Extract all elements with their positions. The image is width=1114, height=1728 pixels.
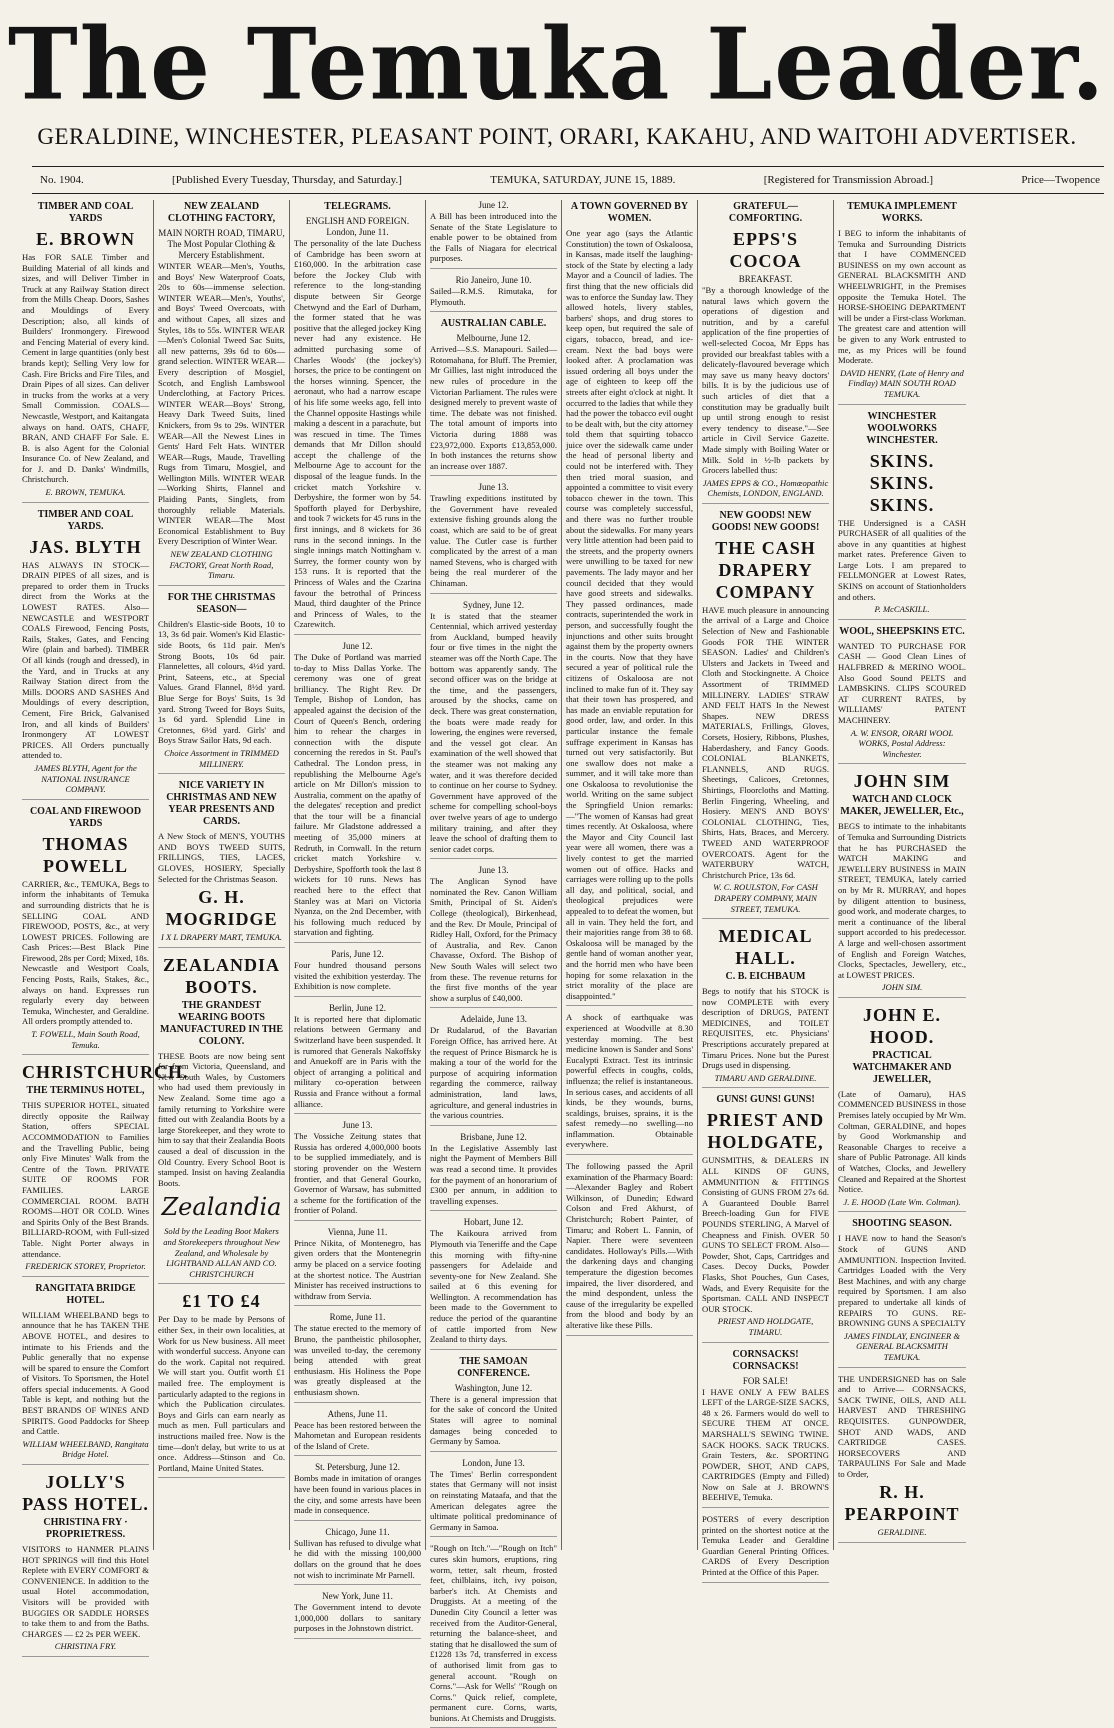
article-body: There is a general impression that for the sake of concord the United States will agree to nominal damages being conceded to Germany by Samoa. bbox=[430, 1393, 557, 1447]
article-heading: COAL AND FIREWOOD YARDS bbox=[29, 805, 142, 829]
display-heading: ZEALANDIA BOOTS. bbox=[162, 954, 281, 997]
dateline-sub: London, June 13. bbox=[462, 1457, 525, 1468]
article-heading: NICE VARIETY IN CHRISTMAS AND NEW YEAR PRESENTS AND CARDS. bbox=[166, 780, 277, 828]
signature: J. E. HOOD (Late Wm. Coltman). bbox=[843, 1196, 961, 1207]
article-body: POSTERS of every description printed on the shortest notice at the Temuka Leader and Geraldine Guardian General Printing Offices. CARDS of Every Description Printed at the Office of this Paper. bbox=[702, 1514, 829, 1578]
display-heading: EPPS'S COCOA bbox=[729, 229, 802, 271]
article-block bbox=[702, 510, 829, 919]
dateline-sub: Washington, June 12. bbox=[454, 1382, 533, 1393]
article-heading: PRACTICAL WATCHMAKER AND JEWELLER, bbox=[852, 1049, 952, 1085]
article-block bbox=[430, 1356, 557, 1452]
article-block bbox=[158, 954, 285, 1285]
dateline-sub: BREAKFAST. bbox=[738, 274, 793, 284]
article-block bbox=[430, 1543, 557, 1728]
article-body: Sullivan has refused to divulge what he did with the missing 100,000 dollars on the ground that he does not wish to incriminate Mr Parnell. bbox=[294, 1537, 421, 1580]
article-body: HAVE much pleasure in announcing the arrival of a Large and Choice Selection of New and Fashionable Goods FOR THE WINTER SEASON. Ladies' and Children's Ulsters and Jackets in Tweed and Cloth and Stockingnette. A Choice Assortment of TRIMMED MILLINERY. LADIES' STRAW AND FELT HATS In the Newest Shapes. NEW DRESS MATERIALS, Frillings, Gloves, Corsets, Hosiery, Ribbons, Plushes, Haberdashery, and Fancy Goods. COLONIAL BLANKETS, FLANNELS, AND RUGS. Sheetings, Calicoes, Cretonnes, Shirtings, Floorcloths and Matting. Berlin Fingering, Wheeling, and Hosiery. MEN'S AND BOYS' COLONIAL CLOTHING, Ties, Shirts, Hats, Braces, and Mercery. TWEED AND WATERPROOF OVERCOATS. Agent for the WATERBURY WATCH, Christchurch Price, 13s 6d. bbox=[702, 604, 829, 880]
article-block bbox=[294, 1591, 421, 1639]
article-heading: THE GRANDEST WEARING BOOTS MANUFACTURED IN THE COLONY. bbox=[160, 999, 283, 1047]
article-block bbox=[22, 1061, 189, 1277]
columns bbox=[18, 200, 1106, 1723]
article-heading: THE TERMINUS HOTEL, bbox=[26, 1085, 145, 1097]
article-block bbox=[294, 1409, 421, 1457]
signature: T. FOWELL, Main South Road, Temuka. bbox=[31, 1029, 140, 1050]
signature: PRIEST AND HOLDGATE, TIMARU. bbox=[717, 1316, 814, 1337]
article-block bbox=[566, 1012, 693, 1155]
signature: JOHN SIM. bbox=[881, 982, 923, 993]
dateline-sub: Hobart, June 12. bbox=[463, 1217, 524, 1228]
dateline-sub: June 13. bbox=[342, 1120, 373, 1131]
article-heading: FOR THE CHRISTMAS SEASON— bbox=[167, 591, 276, 615]
article-block bbox=[430, 865, 557, 1008]
article-body: HAS ALWAYS IN STOCK— DRAIN PIPES of all sizes, and is prepared to order them in Trucks direct from the Works at the LOWEST RATES. Also— NEWCASTLE and WESTPORT COALS Firewood, Fencing Posts, Rails, Stakes, Gates, and Fencing Wire (plain and barbed). TIMBER Of all kinds (rough and dressed), in the Yard, and in Trucks at any Railway Station direct from the Mills. DOORS AND SASHES And Mouldings of every description, Cement, Fire Brick, Galvanised Iron, and all kinds of Builders' Ironmongery AT LOWEST PRICES. All Orders punctually attended to. bbox=[22, 559, 149, 761]
brand-logo: Zealandia bbox=[161, 1193, 282, 1222]
display-heading: CHRISTCHURCH. bbox=[22, 1062, 189, 1083]
issue-number: No. 1904. bbox=[40, 174, 84, 186]
article-body: The following passed the April examination of the Pharmacy Board:—Alexander Bagley and Robert Wilkinson, of Dunedin; Edward Colson and Fred Akhurst, of Christchurch; Robert Painter, of Timaru; and Robert L. Fannin, of Napier. There were seventeen candidates. Holloway's Pills.—With the darkening days and changing temperature the digestion becomes impaired, the liver disordered, and the mind despondent, unless the cause of the irregularity be expelled from the blood and body by an alterative like these Pills. bbox=[566, 1161, 693, 1330]
signature: TIMARU AND GERALDINE. bbox=[714, 1072, 817, 1083]
article-body: A Bill has been introduced into the Senate of the State Legislature to enable power to be obtained from the Falls of Niagara for electrical purposes. bbox=[430, 211, 557, 264]
article-body: Children's Elastic-side Boots, 10 to 13, 3s 6d pair. Women's Kid Elastic-side Boots, 6s 11d pair. Men's Strong Boots, 10s 6d pair. Flannelettes, all colours, 4½d yard. Print, Sateens, etc., at Special Values. Grand Flannel, 8½d yard. Blue Serge for Boys' Suits, 1s 3d yard. Strong Tweed for Boys Suits, 1s 6d yard. Splendid Line in Cretonnes, 6½d yard. Girls' and Boys Straw Sailor Hats, 9d each. bbox=[158, 618, 285, 746]
article-block bbox=[22, 509, 149, 800]
registration-note: [Registered for Transmission Abroad.] bbox=[763, 174, 933, 186]
article-block bbox=[22, 1471, 149, 1657]
dateline-sub: Brisbane, June 12. bbox=[460, 1131, 527, 1142]
article-heading: THE SAMOAN CONFERENCE. bbox=[457, 1355, 530, 1379]
dateline-sub: Chicago, June 11. bbox=[325, 1526, 390, 1537]
dateline-sub: MAIN NORTH ROAD, TIMARU, The Most Popular Clothing & Mercery Establishment. bbox=[158, 228, 285, 260]
column-4 bbox=[426, 200, 562, 1723]
article-body: The Government intend to devote 1,000,000 dollars to sanitary purposes in the Johnstown district. bbox=[294, 1602, 421, 1634]
article-body: Peace has been restored between the Mahometan and European residents of the Island of Crete. bbox=[294, 1419, 421, 1451]
signature: GERALDINE. bbox=[877, 1527, 927, 1538]
display-heading: R. H. PEARPOINT bbox=[844, 1482, 960, 1525]
issue-date: TEMUKA, SATURDAY, JUNE 15, 1889. bbox=[490, 174, 676, 186]
display-heading: E. BROWN bbox=[35, 229, 135, 249]
article-heading: WOOL, SHEEPSKINS ETC. bbox=[839, 625, 965, 637]
article-body: THE Undersigned is a CASH PURCHASER of all qualities of the above in any quantities at highest market rates. Preference Given to Large Lots. I am prepared to FELLMONGER at Lowest Rates, SKINS on account of Stationholders and others. bbox=[838, 517, 966, 602]
display-heading: THOMAS POWELL bbox=[42, 833, 129, 876]
article-body: A New Stock of MEN'S, YOUTHS AND BOYS TWEED SUITS, FRILLINGS, TIES, LACES, GLOVES, HOSIERY, Specially Selected for the Christmas Season. bbox=[158, 831, 285, 884]
article-body: BEGS to intimate to the inhabitants of Temuka and Surrounding Districts that he has PURCHASED the WATCH MAKING and JEWELLERY BUSINESS in MAIN STREET, TEMUKA, lately carried on by Mr R. MURRAY, and hopes by diligent attention to business, good work, and moderate charges, to merit a continuance of the liberal support accorded to his predecessor. A large and well-chosen assortment of English and Foreign Watches, Clocks, Spectacles, Jewellery, etc., at LOWEST PRICES. bbox=[838, 821, 966, 980]
article-block bbox=[294, 1312, 421, 1402]
article-block bbox=[838, 201, 966, 405]
signature: A. W. ENSOR, ORARI WOOL WORKS, Postal Address: Winchester. bbox=[850, 727, 954, 759]
article-block bbox=[838, 770, 966, 998]
column-1 bbox=[18, 200, 189, 1652]
article-block bbox=[702, 1094, 829, 1342]
article-block bbox=[158, 201, 285, 586]
column-5 bbox=[562, 200, 698, 1550]
article-block bbox=[294, 1462, 421, 1520]
dateline-sub: Sydney, June 12. bbox=[463, 599, 524, 610]
article-block bbox=[702, 201, 829, 504]
dateline bbox=[40, 172, 1100, 188]
display-heading: £1 TO £4 bbox=[182, 1291, 261, 1312]
article-body: Dr Rudalarud, of the Bavarian Foreign Office, has arrived here. At the request of Prince Bismarck he is making a tour of the world for the purpose of acquiring information regarding the commerce, railway administration, land laws, agriculture, and general industries in the various countries. bbox=[430, 1025, 557, 1121]
article-block bbox=[158, 780, 285, 948]
dateline-sub: June 12. bbox=[342, 640, 373, 651]
display-heading: JAS. BLYTH bbox=[29, 536, 142, 557]
article-block bbox=[838, 1004, 966, 1213]
article-heading: CHRISTINA FRY · PROPRIETRESS. bbox=[43, 1517, 128, 1541]
signature: Sold by the Leading Boot Makers and Storekeepers throughout New Zealand, and Wholesale by LIGHTBAND ALLAN AND CO. CHRISTCHURCH bbox=[163, 1226, 280, 1279]
article-body: The Vossiche Zeitung states that Russia has ordered 4,000,000 boots to be supplied immediately, and is storing provender on the Western frontier, and that General Gourko, Governor of Warsaw, has submitted a scheme for the fortification of the frontier of Poland. bbox=[294, 1131, 421, 1216]
dateline-sub: Adelaide, June 13. bbox=[460, 1014, 527, 1025]
newspaper-subtitle: GERALDINE, WINCHESTER, PLEASANT POINT, ORARI, KAKAHU, AND WAITOHI ADVERTISER. bbox=[37, 124, 1077, 149]
article-heading: WINCHESTER WOOLWORKS WINCHESTER. bbox=[866, 410, 938, 446]
article-block bbox=[430, 482, 557, 593]
article-body: The Times' Berlin correspondent states that Germany will not insist on reinstating Mataafa, and that the American delegates agree the ultimate political predominance of Germany in Samoa. bbox=[430, 1468, 557, 1532]
dateline-sub: Berlin, June 12. bbox=[329, 1002, 386, 1013]
article-block bbox=[430, 1458, 557, 1538]
signature: FREDERICK STOREY, Proprietor. bbox=[25, 1261, 146, 1272]
article-body: THESE Boots are now being sent for from Victoria, Queensland, and New South Wales, by Customers who had used them previously in New Zealand. Some time ago a family returning to Yorkshire were fitted out with Zealandia Boots by a large Storekeeper, and they wrote to him to say that their Zealandia Boots caused a deal of discussion in the Old Country. Every School Boot is stamped. Insist on having Zealandia Boots. bbox=[158, 1050, 285, 1188]
signature: P. McCASKILL. bbox=[874, 604, 930, 615]
article-heading: RANGITATA BRIDGE HOTEL. bbox=[35, 1282, 136, 1306]
article-block bbox=[22, 1283, 149, 1465]
display-heading: SKINS. SKINS. SKINS. bbox=[869, 450, 935, 515]
signature: DAVID HENRY, (Late of Henry and Findlay) MAIN SOUTH ROAD TEMUKA. bbox=[840, 367, 964, 399]
article-block bbox=[838, 626, 966, 765]
display-heading: JOHN E. HOOD. bbox=[862, 1004, 941, 1047]
article-body: GUNSMITHS, & DEALERS IN ALL KINDS OF GUNS, AMMUNITION & FITTINGS Consisting of GUNS FROM 27s 6d. A Guaranteed Double Barrel Breech-loading Gun for FIVE POUNDS STERLING, A Marvel of Cheapness and Finish. OVER 50 GUNS TO SELECT FROM. Also— Powder, Shot, Caps, Cartridges and Cases. Decoy Ducks, Powder Flasks, Shot Pouches, Gun Cases, Wads, and Every Requisite for the Sportsman. CALL AND INSPECT OUR STOCK. bbox=[702, 1155, 829, 1314]
signature: Choice Assortment in TRIMMED MILLINERY. bbox=[164, 747, 279, 769]
article-body: It is reported here that diplomatic relations between Germany and Switzerland have been suspended. It is rumored that Generals Nakoffsky and Anuekoff are in Paris with the object of arranging a political and military co-operation between Russia and France without a formal alliance. bbox=[294, 1013, 421, 1109]
article-block bbox=[430, 1014, 557, 1125]
article-block bbox=[294, 1227, 421, 1307]
article-body: It is stated that the steamer Centennial, which arrived yesterday from Auckland, bumped heavily four or five times in the night the steamer was off the North Cape. The bottom was apparently sandy. The second officer was on the bridge at the time, and the passengers, aroused by the shocks, came on deck. There was great consternation, the boats were made ready for lowering, the engines were reversed, and the vessel got clear. An examination of the well showed that the steamer was not making any water, and it was therefore decided to continue on her course to Sydney. Government have approved of the scheme for compelling school-boys over twelve years of age to undergo military training, and after they leave the school of drafting them to senior cadet corps. bbox=[430, 610, 557, 854]
article-block bbox=[838, 411, 966, 620]
article-heading: SHOOTING SEASON. bbox=[852, 1218, 952, 1230]
dateline-sub: Vienna, June 11. bbox=[327, 1226, 388, 1237]
article-heading: TEMUKA IMPLEMENT WORKS. bbox=[847, 201, 957, 224]
article-block bbox=[158, 592, 285, 774]
article-block bbox=[702, 1349, 829, 1509]
price: Price—Twopence bbox=[1021, 174, 1100, 186]
article-block bbox=[294, 1527, 421, 1585]
article-body: The statue erected to the memory of Bruno, the pantheistic philosopher, was unveiled to-day, the ceremony being attended with great enthusiasm. His Holiness the Pope was greatly displeased at the enthusiasm shown. bbox=[294, 1323, 421, 1397]
article-body: I HAVE ONLY A FEW BALES LEFT of the LARGE-SIZE SACKS, 48 x 26. Farmers would do well to SECURE THEM AT ONCE. MARSHALL'S SEWING TWINE. SACK HOOKS. SACK TRUCKS. Grain Testers, &c. SPORTING POWDER, SHOT, AND CAPS, CARTRIDGES (Empty and Filled) Now on Sale at J. BROWN'S BEEHIVE, Temuka. bbox=[702, 1386, 829, 1503]
article-block bbox=[294, 201, 421, 635]
article-block bbox=[566, 1161, 693, 1336]
article-heading: NEW ZEALAND CLOTHING FACTORY, bbox=[167, 201, 276, 224]
article-heading: WATCH AND CLOCK MAKER, JEWELLER, Etc., bbox=[840, 794, 964, 818]
article-body: "Rough on Itch."—"Rough on Itch" cures skin humors, eruptions, ring worm, tetter, salt rheum, frosted feet, chilblains, itch, ivy poison, barber's itch. At Chemists and Druggists. At a meeting of the Dunedin City Council a letter was received from the Auditor-General, returning the balance-sheet, and stating that he disallowed the sum of £1228 13s 7d, transferred in excess of authorised limit from gas to general account. "Rough on Corns."—Ask for Wells' "Rough on Corns." Quick relief, complete, permanent cure. Corns, warts, bunions. At Chemists and Druggists. bbox=[430, 1543, 557, 1723]
article-heading: TELEGRAMS. bbox=[324, 201, 391, 212]
article-block bbox=[838, 1374, 966, 1544]
dateline-sub: Rio Janeiro, June 10. bbox=[455, 274, 532, 285]
signature: W. C. ROULSTON, For CASH DRAPERY COMPANY, MAIN STREET, TEMUKA. bbox=[713, 882, 818, 914]
article-heading: GRATEFUL—COMFORTING. bbox=[728, 201, 803, 224]
article-block bbox=[158, 1290, 285, 1478]
signature: NEW ZEALAND CLOTHING FACTORY, Great North Road, Timaru. bbox=[169, 549, 274, 581]
column-3 bbox=[290, 200, 426, 1634]
column-7 bbox=[834, 200, 970, 1550]
article-block bbox=[294, 949, 421, 997]
article-body: WINTER WEAR—Men's, Youths, and Boys' New Waterproof Coats, 20s to 60s—immense selection. WINTER WEAR—Men's, Youths', and Boys' Tweed Overcoats, with and without Capes, all sizes and Styles, 18s to 55s. WINTER WEAR—Men's Colonial Tweed Sac Suits, all new patterns, 39s 6d to 60s—grand selection. WINTER WEAR—Every description of Mosgiel, Scotch, and English Lambswool Underclothing, at Factory Prices. WINTER WEAR—Boys' Strong, Heavy Dark Tweed Suits, lined Knickers, from 9s to 29s. WINTER WEAR—All the Newest Lines in Gents' Hard Felt Hats. WINTER WEAR—Rugs, Maude, Travelling Rugs from Timaru, Mosgiel, and Wellington Mills. WINTER WEAR—Working Shirts, Flannel and Plaiding Pants, Singlets, from thoroughly reliable Materials. WINTER WEAR—The Most Economical Establishment to Buy Every Description of Winter Wear. bbox=[158, 261, 285, 547]
article-block bbox=[430, 275, 557, 312]
article-body: Prince Nikita, of Montenegro, has given orders that the Montenegrin army be placed on a service footing at the shortest notice. The Austrian Minister has received instructions to withdraw from Servia. bbox=[294, 1237, 421, 1301]
article-block bbox=[294, 641, 421, 943]
article-block bbox=[430, 318, 557, 476]
article-body: WILLIAM WHEELBAND begs to announce that he has TAKEN THE ABOVE HOTEL, and desires to intimate to his Friends and the Public generally that no expense will be spared to ensure the Comfort of Visitors. To Sportsmen, the Hotel offers special inducements. A Good Table is kept, and nothing but the BEST BRANDS OF WINES AND SPIRITS. Good Paddocks for Sheep and Cattle. bbox=[22, 1309, 149, 1437]
article-body: Four hundred thousand persons visited the exhibition yesterday. The Exhibition is now complete. bbox=[294, 960, 421, 992]
dateline-sub: June 13. bbox=[478, 865, 509, 876]
dateline-sub: St. Petersburg, June 12. bbox=[315, 1462, 400, 1473]
publication-schedule: [Published Every Tuesday, Thursday, and Saturday.] bbox=[172, 174, 402, 186]
article-block bbox=[430, 200, 557, 269]
signature: JAMES EPPS & CO., Homœopathic Chemists, LONDON, ENGLAND. bbox=[702, 477, 829, 499]
article-body: "By a thorough knowledge of the natural laws which govern the operations of digestion and nutrition, and by a careful application of the fine properties of well-selected Cocoa, Mr Epps has provided our breakfast tables with a delicately-flavoured beverage which may save us many heavy doctors' bills. It is by the judicious use of such articles of diet that a constitution may be gradually built up until strong enough to resist every tendency to disease."—See article in Civil Service Gazette. Made simply with Boiling Water or Milk. Sold in ½-lb packets by Grocers labelled thus: bbox=[702, 285, 829, 476]
article-heading: GUNS! GUNS! GUNS! bbox=[716, 1094, 815, 1106]
article-block bbox=[838, 1218, 966, 1367]
article-heading: CORNSACKS! CORNSACKS! bbox=[732, 1348, 799, 1372]
article-body: The Kaikoura arrived from Plymouth via Teneriffe and the Cape this morning with fifty-nine passengers for Adelaide and seventy-one for New Zealand. She sailed at 6 this evening for Wellington. A recommendation has been made to the Government to reduce the period of the quarantine of cattle imported from New Zealand to thirty days. bbox=[430, 1228, 557, 1345]
article-body: WANTED TO PURCHASE FOR CASH — Good Clean Lines of HALFBRED & MERINO WOOL. Also Good Sound PELTS and LAMBSKINS. CLIPS SCOURED AT CURRENT RATES, by WILLIAMS' PATENT MACHINERY. bbox=[838, 640, 966, 725]
article-heading: TIMBER AND COAL YARDS bbox=[37, 201, 134, 224]
column-2 bbox=[154, 200, 290, 1550]
article-block bbox=[702, 1514, 829, 1583]
article-body: The personality of the late Duchess of Cambridge has been sworn at £160,000. In the arbitration case before the Jockey Club with reference to the long-standing dispute between Sir George Chetwynd and the Earl of Durham, the former stated that he was positive that the alleged jockey King never had any existence. He admitted purchasing some of Charles Woods' (the jockey's) horses, the price to be contingent on the horses winning. Spencer, the aeronaut, who had a narrow escape of his life some weeks ago, fell into the Channel opposite Hastings while making a descent in a parachute, but was rescued in time. The Times demands that Mr Dillon should accept the challenge of the Melbourne Age to account for the disposal of the league funds. In the cricket match Yorkshire v. Derbyshire, the former won by 54. Spofforth played for Derbyshire, and took 7 wickets for 45 runs in the first innings, and 8 wickets for 36 runs in the second innings. In the single innings match Nottingham v. Surrey, the former county won by 153 runs. It is reported that the Princess of Wales and the Czarina favour the betrothal of Princess Maud, third daughter of the Prince and Princess of Wales, to the Czarewitch. bbox=[294, 238, 421, 630]
article-body: THE UNDERSIGNED has on Sale and to Arrive— CORNSACKS, SACK TWINE, OILS, AND ALL HARVEST AND THRESHING REQUISITES. GUNPOWDER, SHOT AND WADS, AND CARTRIDGE CASES. HORSECOVERS AND TARPAULINS For Sale and Made to Order, bbox=[838, 1373, 966, 1479]
dateline-sub: June 13. bbox=[478, 482, 509, 493]
article-body: THIS SUPERIOR HOTEL, situated directly opposite the Railway Station, offers SPECIAL ACCOMMODATION to Families and the Travelling Public, being only Five Minutes' Walk from the Centre of the Town. PRIVATE SUITE OF ROOMS FOR FAMILIES. LARGE COMMERCIAL ROOM. BATH ROOMS—HOT OR COLD. Wines and Spirits Only of the Best Brands. BILLIARD-ROOM, with Full-sized Table. Night Porter always in attendance. bbox=[22, 1100, 149, 1259]
article-body: The Duke of Portland was married to-day to Miss Dallas Yorke. The ceremony was one of great brilliancy. The Right Rev. Dr Temple, Bishop of London, has appealed against the decision of the Court of Queen's Bench, ordering him to rehear the charges in connection with the dispute concerning the reredos in St. Paul's Cathedral. The London press, in republishing the Melbourne Age's article on Mr Dillon's mission to Australia, comment on the apathy of the delegates' reception and predict that the tour will be a financial failure. Mr Gladstone addressed a meeting of 35,000 miners at Redruth, in Cornwall. In the return cricket match Yorkshire v. Derbyshire, Spofforth took the last 8 wickets for 10 runs. News has reached here to the effect that Stanley was at Mari on Victoria Nyanza, on the 2nd December, with his following much reduced by starvation and fighting. bbox=[294, 651, 421, 938]
article-body: Has FOR SALE Timber and Building Material of all kinds and sizes, and will Deliver Timber in Truck at any Railway Station direct from the Mills Cheap. Doors, Sashes and Mouldings of Every Description; also, all kinds of Builders' Ironmongery. Firewood and Fencing Material of every kind. Cement in large quantities (only best brands kept); Selling Very low for Cash. Fire Bricks and Fire Tiles, and Drain Pipes of all sizes. Can deliver in trucks from the works at a very Small Commission. COALS—Newcastle, Westport, and Kaitangata always on hand. OATS, CHAFF, BRAN, AND CHAFF For Sale. E. B. is also Agent for the Colonial Insurance Co. of New Zealand, and for J. and D. Danks' Windmills, Christchurch. bbox=[22, 252, 149, 485]
dateline-sub: Melbourne, June 12. bbox=[456, 333, 531, 344]
article-block bbox=[430, 1132, 557, 1212]
article-block bbox=[702, 925, 829, 1088]
article-body: Trawling expeditions instituted by the Government have revealed extensive fishing grounds along the coast, which are said to be of great value. The Cutler case is further complicated by the arrest of a man named Stevens, who is charged with being the real murderer of the Chinaman. bbox=[430, 493, 557, 589]
article-body: Per Day to be made by Persons of either Sex, in their own localities, at Work for us New business. All meet with wonderful success. Anyone can do the work. Capital not required. We will start you. Outfit worth £1 mailed free. The employment is particularly adapted to the regions in which the Publication circulates. Boys and Girls can earn nearly as much as men. Full particulars and instructions mailed free. Now is the time—don't delay, but write to us at once. Address—Stinson and Co. Portland, Maine United States. bbox=[158, 1314, 285, 1473]
signature: JAMES BLYTH, Agent for the NATIONAL INSURANCE COMPANY. bbox=[34, 762, 137, 795]
article-body: Begs to notify that his STOCK is now COMPLETE with every description of DRUGS, PATENT MEDICINES, and TOILET REQUISITES, etc. Physicians' Prescriptions accurately prepared at Timaru Prices. None but the Purest Drugs used in dispensing. bbox=[702, 986, 829, 1071]
article-body: Bombs made in imitation of oranges have been found in various places in the city, and some arrests have been made in consequence. bbox=[294, 1473, 421, 1516]
signature: I X L DRAPERY MART, TEMUKA. bbox=[160, 932, 283, 943]
dateline-sub: June 12. bbox=[478, 200, 509, 210]
article-block bbox=[430, 600, 557, 860]
article-body: I HAVE now to hand the Season's Stock of GUNS AND AMMUNITION. Inspection Invited. Cartridges Loaded with the Very Best Machines, and with any charge required by Sportsmen. I am also prepared to undertake all kinds of REPAIRS TO GUNS. RE-BROWNING GUNS A SPECIALTY bbox=[838, 1233, 966, 1329]
article-block bbox=[294, 1120, 421, 1221]
dateline-sub: New York, June 11. bbox=[322, 1591, 393, 1602]
article-heading: NEW GOODS! NEW GOODS! NEW GOODS! bbox=[711, 509, 820, 533]
article-body: VISITORS to HANMER PLAINS HOT SPRINGS will find this Hotel Replete with EVERY COMFORT & CONVENIENCE. In addition to the usual Hotel accommodation, Visitors will be provided with BUGGIES OR SADDLE HORSES to take them to and from the Baths. CHARGES — £2 2s PER WEEK. bbox=[22, 1544, 149, 1639]
article-body: (Late of Oamaru), HAS COMMENCED BUSINESS in those Premises lately occupied by Mr Wm. Coltman, GERALDINE, and hopes by Good Workmanship and Reasonable Charges to receive a share of Public Patronage. All kinds of Watches, Clocks, and Jewellery Cleaned and Repaired at the Shortest Notice. bbox=[838, 1088, 966, 1195]
dateline-sub: Paris, June 12. bbox=[331, 949, 384, 959]
dateline-sub: FOR SALE! bbox=[742, 1375, 789, 1386]
article-body: In the Legislative Assembly last night the Payment of Members Bill was read a second time. It provides for the payment of an honorarium of £300 per annum, in addition to travelling expenses. bbox=[430, 1142, 557, 1206]
signature: CHRISTINA FRY. bbox=[54, 1641, 117, 1652]
masthead bbox=[0, 0, 1114, 150]
dateline-sub: ENGLISH AND FOREIGN. London, June 11. bbox=[305, 216, 410, 237]
newspaper-title: The Temuka Leader. bbox=[7, 7, 1107, 123]
article-block bbox=[566, 201, 693, 1006]
article-body: I BEG to inform the inhabitants of Temuka and Surrounding Districts that I have COMMENCED BUSINESS on my own account as GENERAL BLACKSMITH AND WHEELWRIGHT, in the Premises opposite the Temuka Hotel. The HORSE-SHOEING DEPARTMENT will be under a First-class Workman. The greatest care and attention will be given to any Work entrusted to me, as my Prices will be found Moderate. bbox=[838, 228, 966, 366]
display-heading: JOLLY'S PASS HOTEL. bbox=[22, 1472, 149, 1515]
bottom-rule bbox=[32, 193, 1104, 194]
article-body: Sailed—R.M.S. Rimutaka, for Plymouth. bbox=[430, 285, 557, 307]
dateline-sub: Athens, June 11. bbox=[327, 1408, 388, 1419]
signature: JAMES FINDLAY, ENGINEER & GENERAL BLACKSMITH TEMUKA. bbox=[843, 1330, 961, 1362]
article-body: The Anglican Synod have nominated the Rev. Canon William Smith, Principal of St. Aiden's College (theological), Birkenhead, and the Rev. Dr Moule, Principal of Ridley Hall, Oxford, for the Primacy of Australia, and Rev. Canon Chavasse, Oxford. The Bishop of New South Wales will select two from these. The revenue returns for the first five months of the year show a surplus of £40,000. bbox=[430, 876, 557, 1003]
display-heading: MEDICAL HALL. bbox=[718, 926, 813, 969]
article-block bbox=[294, 1003, 421, 1114]
article-heading: TIMBER AND COAL YARDS. bbox=[37, 508, 134, 532]
column-6 bbox=[698, 200, 834, 1578]
dateline-sub: Rome, June 11. bbox=[329, 1312, 386, 1323]
signature: WILLIAM WHEELBAND, Rangitata Bridge Hotel. bbox=[22, 1438, 149, 1460]
article-heading: AUSTRALIAN CABLE. bbox=[440, 318, 547, 330]
article-block bbox=[22, 201, 149, 503]
article-heading: A TOWN GOVERNED BY WOMEN. bbox=[570, 201, 689, 224]
article-block bbox=[430, 1217, 557, 1350]
signature: E. BROWN, TEMUKA. bbox=[45, 487, 126, 498]
display-heading: JOHN SIM bbox=[853, 771, 951, 792]
article-block bbox=[22, 806, 149, 1056]
top-rule bbox=[32, 166, 1104, 167]
article-body: Arrived—S.S. Manapouri. Sailed—Rotomahana, for Bluff. The Premier, Mr Gillies, last night introduced the new rules of procedure in the Victorian Parliament. The rules were designed merely to prevent waste of time. The debate was not finished. The total amount of imports into Victoria during 1888 was £23,972,000. Exports £13,853,000. In both instances the returns show an increase over 1887. bbox=[430, 344, 557, 471]
article-body: A shock of earthquake was experienced at Woodville at 8.30 yesterday morning. The best medicine known is Sander and Sons' Eucalypti Extract. Test its intrinsic powerful effects in coughs, colds, influenza; the relief is instantaneous. In serious cases, and accidents of all kinds, be they wounds, burns, scaldings, bruises, sprains, it is the safest remedy—no swelling—no inflammation. Obtainable everywhere. bbox=[566, 1012, 693, 1150]
display-heading: PRIEST AND HOLDGATE, bbox=[706, 1110, 825, 1153]
display-heading: G. H. MOGRIDGE bbox=[165, 887, 278, 930]
article-heading: C. B. EICHBAUM bbox=[725, 971, 806, 983]
display-heading: THE CASH DRAPERY COMPANY bbox=[715, 537, 816, 602]
article-body: CARRIER, &c., TEMUKA, Begs to inform the inhabitants of Temuka and surrounding districts that he is SELLING COAL AND FIREWOOD, POSTS, &c., at very LOWEST PRICES. Following are Cash Prices:—Best Black Pine Firewood, 28s per Cord; Mixed, 18s. Newcastle and Westport Coals, Fencing Posts, Rails, Stakes, &c., always on hand. Expresses run regularly every day between Temuka, Winchester, and Geraldine. All orders promptly attended to. bbox=[22, 878, 149, 1027]
article-body: One year ago (says the Atlantic Constitution) the town of Oskaloosa, in Kansas, made itself the laughing-stock of the State by electing a lady Mayor and a Council of ladies. The first thing that the new officials did was to enforce the Sunday law. They allowed hotels, livery stables, barbers' shops, and drug stores to keep open, but required the sale of cigars, tobacco, bread, and ice-cream. Next the bad boys were looked after. A proclamation was issued ordering all boys under the age of eighteen to keep off the streets after eight o'clock at night. It occurred to the ladies that while they had the power the tobacco evil ought to be dealt with, but the city attorney told them that squirting tobacco juice over the sidewalk came under the head of personal liberty and could not be interfered with. They then tried moral suasion, and appointed a committee to visit every tobacco chewer in the town. This course was completely successful, and there was no further trouble about the sidewalks. For many years very little attention had been paid to the streets, and the property owners were unwilling to be taxed for new pavements. The lady mayor and her council decided that they would have good streets and sidewalks. They passed ordinances, made contracts, superintended the work in person, and successfully fought the injunctions and other suits brought against them by the property owners in the courts. Now that they have secured a year of political rule the citizens of Oskaloosa are not inclined to make fun of it. They say that their town has prospered, and has made an enviable reputation for good order, law, and order. In this particular instance the female suffrage experiment in Kansas has turned out very satisfactorily. But one swallow does not make a summer, and it will take more than one Oskaloosa to revolutionise the world. Writing on the same subject the Springfield Union remarks:—"The women of Kansas had great times recently. At Oskaloosa, where the Mayor and City Council last year were all women, there was a lively contest to get the married women out of office. Hacks and carriages were rolling up to the polls all day, and political, social, and theological prejudices were appealed to to defeat the women, but all in vain. They held the fort, and their majorities range from 38 to 68. Oskaloosa will be managed by the gentle hand of woman another year, and the horrid men who have been hoping for some relaxation in the strict morality of the place are disappointed." bbox=[566, 228, 693, 1001]
